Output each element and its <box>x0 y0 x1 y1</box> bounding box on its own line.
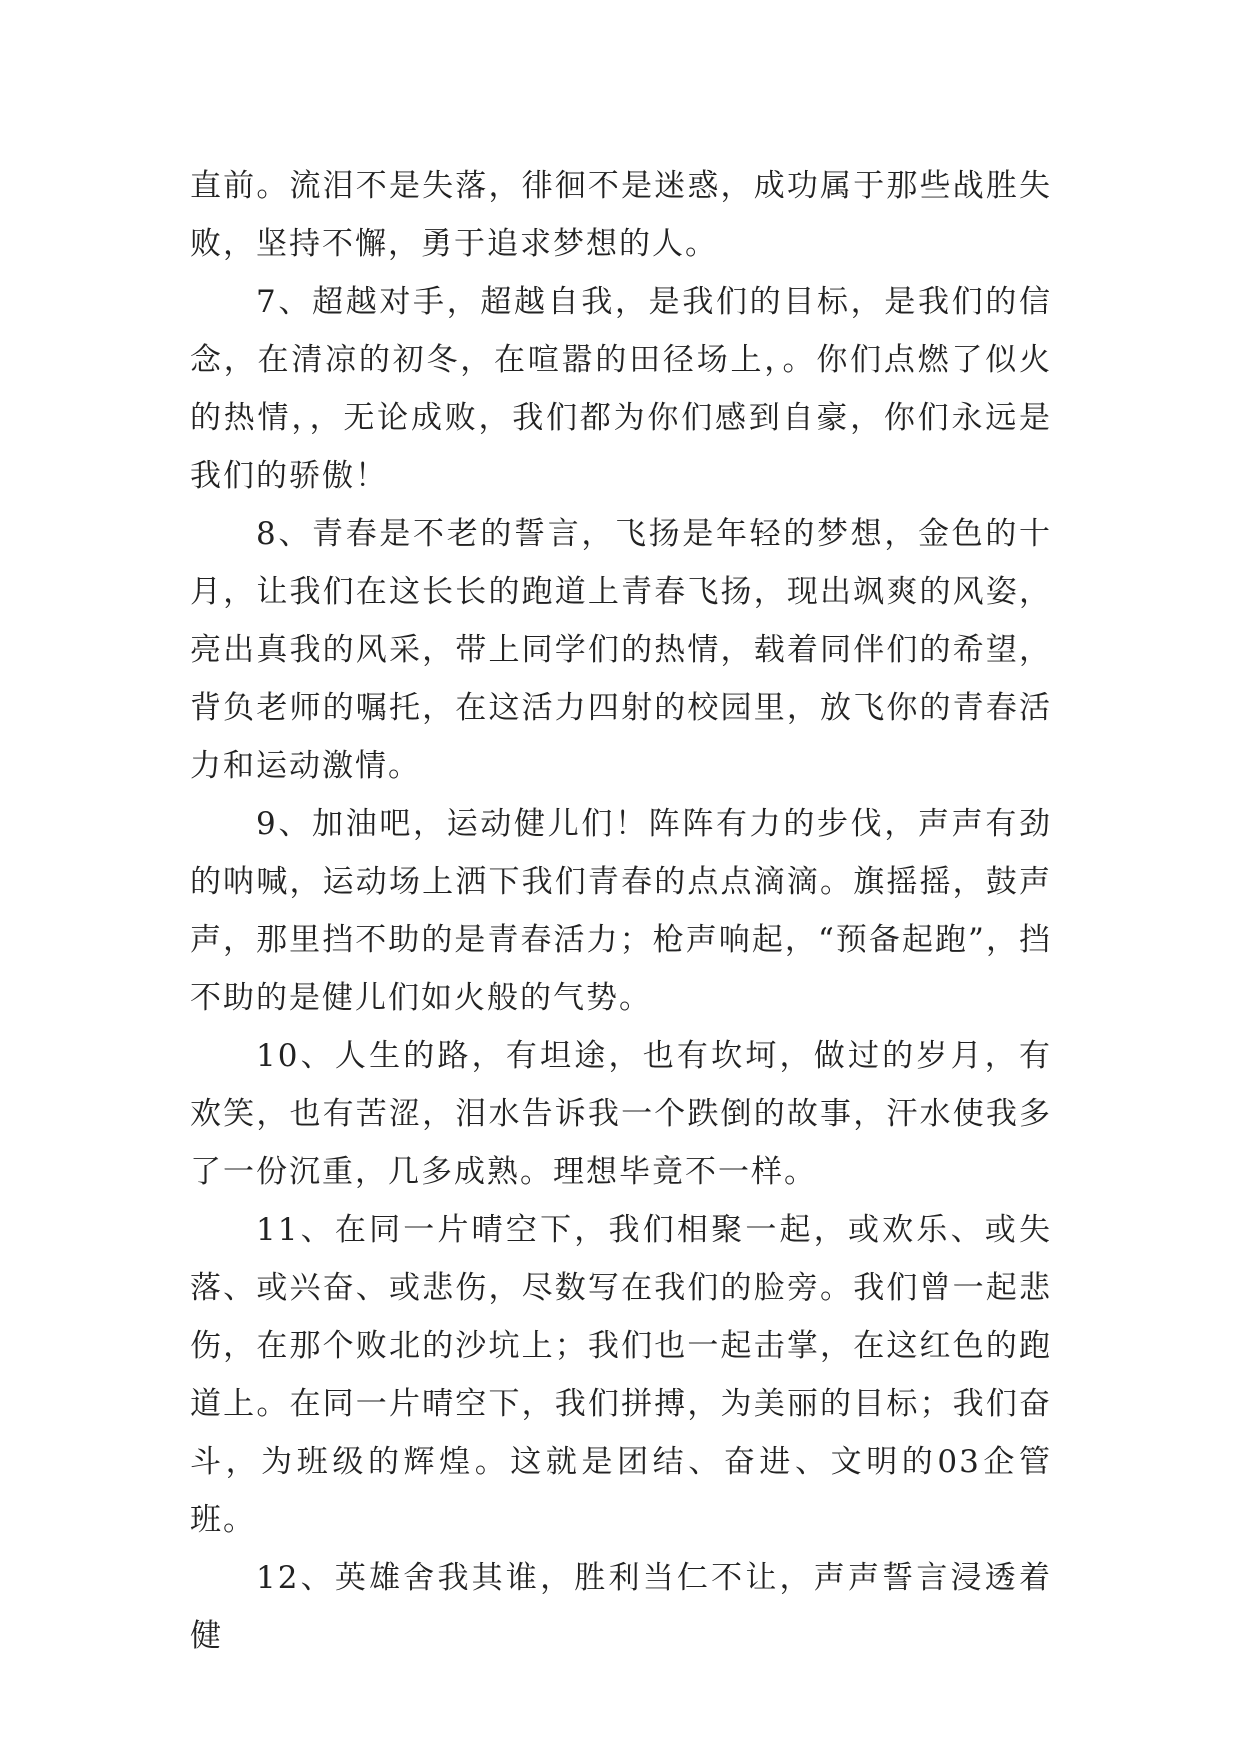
paragraph-8: 8、青春是不老的誓言，飞扬是年轻的梦想，金色的十月，让我们在这长长的跑道上青春飞扬，现出飒爽的风姿，亮出真我的风采，带上同学们的热情，载着同伴们的希望，背负老师的嘱托，在这活力四射的校园里，放飞你的青春活力和运动激情。 <box>190 516 1052 784</box>
paragraph-12: 12、英雄舍我其谁，胜利当仁不让，声声誓言浸透着健 <box>190 1560 1052 1654</box>
paragraph-7: 7、超越对手，超越自我，是我们的目标，是我们的信念，在清凉的初冬，在喧嚣的田径场上，。你们点燃了似火的热情，，无论成败，我们都为你们感到自豪，你们永远是我们的骄傲！ <box>190 284 1052 494</box>
paragraph-continuation: 直前。流泪不是失落，徘徊不是迷惑，成功属于那些战胜失败，坚持不懈，勇于追求梦想的人。 <box>190 168 1052 262</box>
paragraph-9: 9、加油吧，运动健儿们！阵阵有力的步伐，声声有劲的呐喊，运动场上洒下我们青春的点点滴滴。旗摇摇，鼓声声，那里挡不助的是青春活力；枪声响起，“预备起跑”，挡不助的是健儿们如火般的气势。 <box>190 806 1052 1016</box>
paragraph-11: 11、在同一片晴空下，我们相聚一起，或欢乐、或失落、或兴奋、或悲伤，尽数写在我们的脸旁。我们曾一起悲伤，在那个败北的沙坑上；我们也一起击掌，在这红色的跑道上。在同一片晴空下，我们拼搏，为美丽的目标；我们奋斗，为班级的辉煌。这就是团结、奋进、文明的03企管班。 <box>190 1212 1052 1538</box>
document-body <box>190 157 1052 1665</box>
paragraph-10: 10、人生的路，有坦途，也有坎坷，做过的岁月，有欢笑，也有苦涩，泪水告诉我一个跌倒的故事，汗水使我多了一份沉重，几多成熟。理想毕竟不一样。 <box>190 1038 1052 1190</box>
